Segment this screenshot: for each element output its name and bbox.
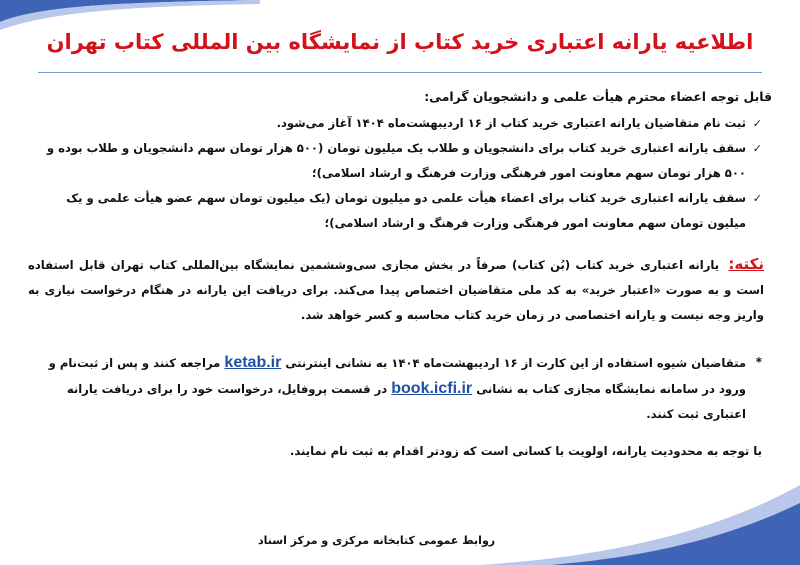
list-item-text: ثبت نام متقاضیان یارانه اعتباری خرید کتاب از ۱۶ اردیبهشت‌ماه ۱۴۰۴ آغاز می‌شود. xyxy=(276,116,746,130)
priority-note: با توجه به محدودیت یارانه، اولویت با کسانی است که زودتر اقدام به ثبت نام نمایند. xyxy=(289,444,762,458)
footer-signature: روابط عمومی کتابخانه مرکزی و مرکز اسناد xyxy=(258,534,496,547)
note-text: یارانه اعتباری خرید کتاب (بُن کتاب) صرفاً در بخش مجازی سی‌وششمین نمایشگاه بین‌المللی کتاب تهران قابل استفاده است و به صورت «اعتبار خرید» به کد ملی متقاضیان اختصاص پیدا می‌کند. برای دریافت این یارانه در هنگام درخواست نیازی به واریز وجه نیست و یارانه اختصاصی در زمان خرید کتاب محاسبه و کسر خواهد شد. xyxy=(28,258,764,322)
announcement-body xyxy=(28,84,772,464)
corner-swoosh-bottom-right xyxy=(480,485,800,565)
instructions-text-3: در قسمت پروفایل، درخواست خود را برای دریافت یارانه اعتباری ثبت کنند. xyxy=(66,382,746,421)
instructions-text-1: متقاضیان شیوه استفاده از این کارت از ۱۶ اردیبهشت‌ماه ۱۴۰۴ به نشانی اینترنتی xyxy=(285,356,746,370)
list-item xyxy=(28,186,762,236)
asterisk-icon: * xyxy=(755,355,762,369)
list-item xyxy=(28,111,762,136)
details-list xyxy=(28,111,772,236)
book-icfi-link[interactable]: book.icfi.ir xyxy=(391,380,473,397)
instructions-list xyxy=(28,350,772,427)
note-label: نکته: xyxy=(728,255,764,273)
list-item xyxy=(28,350,762,427)
check-icon: ✓ xyxy=(752,192,762,205)
instructions-text-2: مراجعه کنند و پس از ثبت‌نام و ورود در سامانه نمایشگاه مجازی کتاب به نشانی xyxy=(48,356,746,396)
title-divider xyxy=(38,72,762,73)
note-paragraph xyxy=(28,252,772,328)
check-icon: ✓ xyxy=(752,117,762,130)
list-item-text: سقف یارانه اعتباری خرید کتاب برای اعضاء هیأت علمی دو میلیون تومان (یک میلیون تومان سهم عضو هیأت علمی و یک میلیون تومان سهم معاونت امور فرهنگی وزارت فرهنگ و ارشاد اسلامی)؛ xyxy=(66,191,746,230)
audience-heading: قابل توجه اعضاء محترم هیأت علمی و دانشجویان گرامی: xyxy=(424,89,772,104)
ketab-link[interactable]: ketab.ir xyxy=(224,354,282,371)
check-icon: ✓ xyxy=(752,142,762,155)
page-title: اطلاعیه یارانه اعتباری خرید کتاب از نمایشگاه بین المللی کتاب تهران xyxy=(46,30,754,54)
list-item-text: سقف یارانه اعتباری خرید کتاب برای دانشجویان و طلاب یک میلیون تومان (۵۰۰ هزار تومان سهم دانشجویان و طلاب بوده و ۵۰۰ هزار تومان سهم معاونت امور فرهنگی وزارت فرهنگ و ارشاد اسلامی)؛ xyxy=(46,141,746,180)
list-item xyxy=(28,136,762,186)
